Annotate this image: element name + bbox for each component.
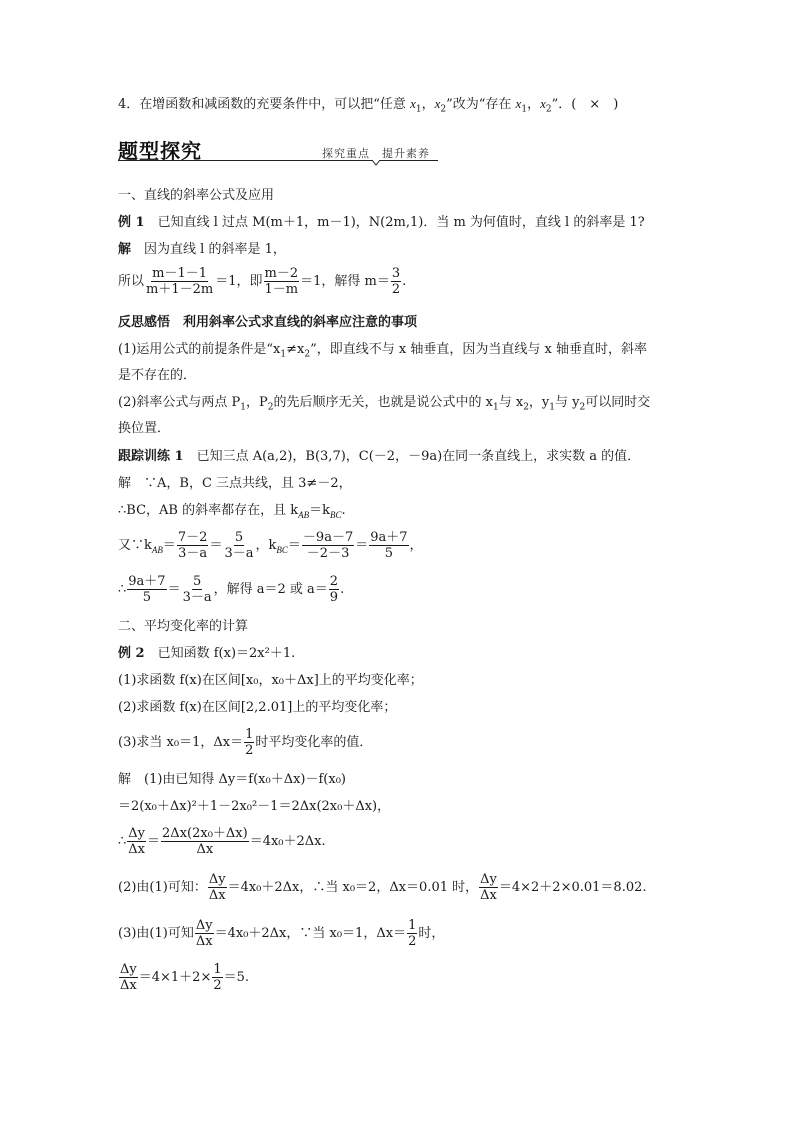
example-2-solution-4 [118,872,647,903]
example-1-solution-start [118,240,286,260]
text: (2)斜率公式与两点 P [118,395,241,410]
text: 与 x [498,395,524,410]
fraction [182,574,213,605]
fraction-num: Δy [128,826,146,841]
fraction-den: 2 [391,282,401,297]
section-title: 题型探究 [118,139,202,163]
text: ＝4×1＋2× [138,970,212,985]
reflection-point-1-cont: 是不存在的． [118,368,197,383]
fraction [479,872,498,903]
eq-prefix: 所以 [118,274,145,289]
fraction-num: Δy [480,872,497,887]
text: ”，即直线不与 x 轴垂直，因为当直线与 x 轴垂直时，斜率 [310,342,647,357]
fraction [407,918,417,949]
fraction-num: Δy [120,962,137,977]
text: 又∵k [118,538,152,553]
part1-heading: 一、直线的斜率公式及应用 [118,188,275,203]
training-1 [118,447,640,467]
text: 与 y [555,395,580,410]
fraction-num: 1 [408,918,417,933]
text: ＝4x₀＋2Δx. [249,834,326,849]
eq-mid: ＝1，即 [215,274,263,289]
fraction-num: 1 [245,727,254,742]
fraction-num: m－2 [264,266,299,281]
fraction-num: Δy [208,872,226,887]
section-rule-notch [372,160,380,168]
item-4: 4．在增函数和减函数的充要条件中，可以把“任意 $x_1$，$x_2$”改为“存在 $x_1$，$x_2$”．( × ) [118,96,619,115]
reflection-point-2-cont: 换位置． [118,421,171,436]
fraction-den: Δx [128,842,146,857]
text: 可以同时交 [585,395,651,410]
reflection-point-2: (2)斜率公式与两点 $P_1$，$P_2$的先后顺序无关，也就是说公式中的 $x_1$与 $x_2$，$y_1$与 $y_2$可以同时交 [118,395,651,413]
section-rule [118,160,438,161]
fraction [244,727,254,758]
fraction-den: Δx [196,842,214,857]
fraction-num: 5 [234,530,244,545]
part2-heading: 二、平均变化率的计算 [118,619,249,634]
training-solution-4: ∴ $\frac{9a+7}{5}$ ＝ $\frac{5}{3-a}$ ，解得 a＝2 或 a＝ $\frac{2}{9}$ . [118,574,345,605]
text: ，y [528,395,550,410]
example-1-label: 例 1 [118,215,145,230]
fraction [264,266,300,297]
fraction [212,962,222,993]
fraction-den: 5 [142,590,152,605]
question-1: (1)求函数 f(x)在区间[x₀，x₀＋Δx]上的平均变化率； [118,673,423,688]
fraction-den: Δx [480,888,497,903]
eq-mid: ＝1，解得 m＝ [300,274,390,289]
question-3 [118,727,372,758]
fraction [223,530,254,561]
fraction-num: Δy [195,918,213,933]
example-2-solution-2: ＝2(x₀＋Δx)²＋1－2x₀²－1＝2Δx(2x₀＋Δx)， [118,799,391,814]
example-2-text: 已知函数 f(x)＝2x²＋1. [157,646,296,661]
text: ＝4x₀＋2Δx，∵当 x₀＝1，Δx＝ [214,926,407,941]
text: (3)求当 x₀＝1，Δx＝ [118,735,244,750]
fraction-den: 3－a [182,590,212,605]
fraction-den: 3－a [178,546,208,561]
text: ∴ [118,834,127,849]
training-solution-1: 解 ∵A，B，C 三点共线，且 3≠－2， [118,476,352,491]
fraction-den: 3－a [224,546,254,561]
fraction [329,574,339,605]
fraction-den: －2－3 [306,546,350,561]
text: ，P [246,395,268,410]
fraction [302,530,354,561]
fraction-num: －9a－7 [302,530,354,545]
example-2-label: 例 2 [118,646,145,661]
fraction [208,872,227,903]
example-2-solution-6 [118,962,249,993]
fraction-den: 2 [408,934,417,949]
text: ＝4x₀＋2Δx，∴当 x₀＝2，Δx＝0.01 时， [227,880,479,895]
fraction-den: 5 [384,546,394,561]
text: (1)运用公式的前提条件是“x [118,342,281,357]
fraction [391,266,401,297]
fraction-num: 2 [329,574,339,589]
example-1-text: 已知直线 l 过点 M(m＋1，m－1)，N(2m,1)．当 m 为何值时，直线 l 的斜率是 1? [157,215,645,230]
training-label: 跟踪训练 1 [118,449,184,464]
text: ，k [255,538,277,553]
fraction-den: Δx [120,978,137,993]
solution-label: 解 [118,242,132,257]
question-2: (2)求函数 f(x)在区间[2,2.01]上的平均变化率； [118,700,397,715]
text: ∴ [118,582,127,597]
example-2-solution-1: 解 (1)由已知得 Δy＝f(x₀＋Δx)－f(x₀) [118,772,346,787]
example-2-solution-5 [118,918,444,949]
fraction-num: 9a＋7 [128,574,166,589]
fraction-num: m－1－1 [152,266,208,281]
example-2 [118,644,295,664]
text: 时平均变化率的值． [255,735,373,750]
reflection-point-1: (1)运用公式的前提条件是“$x_1\ne x_2$”，即直线不与 x 轴垂直，因为当直线与 x 轴垂直时，斜率 [118,342,647,360]
training-solution-2: ∴BC，AB 的斜率都存在，且 $k_{AB}=k_{BC}$. [118,503,346,520]
item-4-text-a: 4．在增函数和减函数的充要条件中，可以把“任意 [118,97,411,112]
item-4-text-c: ”．( × ) [551,97,619,112]
fraction-num: 1 [213,962,222,977]
fraction-den: Δx [208,888,226,903]
fraction-den: m＋1－2m [146,282,214,297]
fraction-num: 9a＋7 [370,530,408,545]
fraction-den: 2 [213,978,222,993]
text: ≠x [286,342,305,357]
fraction-den: 9 [329,590,339,605]
text: ＝k [309,503,330,518]
fraction-num: 7－2 [177,530,208,545]
fraction-den: Δx [195,934,213,949]
fraction [127,574,166,605]
text: 时， [418,926,445,941]
fraction-num: 3 [391,266,401,281]
training-solution-3: 又$\because k_{AB}=$ $\frac{7-2}{3-a}$ ＝ $\frac{5}{3-a}$ ，$k_{BC}=$ $\frac{-9a-7}{-2-3}$ ＝ $\frac{9a+7}{5}$ ， [118,530,423,561]
text: ＝5. [223,970,250,985]
fraction [177,530,209,561]
fraction [127,826,146,857]
text: 的先后顺序无关，也就是说公式中的 x [273,395,493,410]
item-4-text-b: ”改为“存在 [446,97,516,112]
section-subtitle: 探究重点 提升素养 [322,147,430,160]
example-1 [118,213,645,233]
training-text: 已知三点 A(a,2)，B(3,7)，C(－2，－9a)在同一条直线上，求实数 a 的值． [196,449,641,464]
solution-text: 因为直线 l 的斜率是 1， [144,242,286,257]
reflection-title: 反思感悟 利用斜率公式求直线的斜率应注意的事项 [118,315,418,330]
fraction [145,266,214,297]
fraction-den: 2 [245,743,254,758]
example-2-solution-3: ∴ $\frac{\Delta y}{\Delta x}$ ＝ $\frac{\text{2Δx(2x₀＋Δx)}}{\Delta x}$ ＝4x₀＋2Δx. [118,826,326,857]
example-1-equation: 所以 $\frac{m-1-1}{m+1-2m}$ ＝1，即 $\frac{m-2}{1-m}$ ＝1，解得 m＝ $\frac{3}{2}$ . [118,266,407,297]
text: ∴BC，AB 的斜率都存在，且 k [118,503,299,518]
text: (2)由(1)可知： [118,880,207,895]
text: (3)由(1)可知 [118,926,194,941]
fraction-num: 5 [192,574,202,589]
fraction [369,530,408,561]
fraction [161,826,249,857]
fraction [119,962,138,993]
fraction-den: 1－m [264,282,299,297]
fraction [195,918,214,949]
text: ＝4×2＋2×0.01＝8.02. [498,880,647,895]
fraction-num: 2Δx(2x₀＋Δx) [162,826,248,841]
text: ，解得 a＝2 或 a＝ [213,582,328,597]
